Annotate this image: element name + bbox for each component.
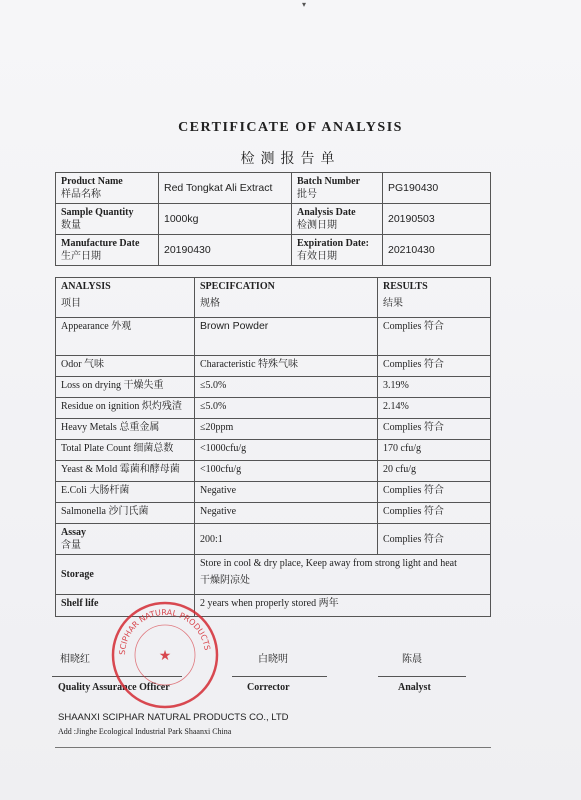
row-item: Heavy Metals 总重金属 — [56, 419, 195, 440]
storage-text-cn: 干燥阴凉处 — [200, 575, 250, 586]
table-row — [56, 461, 491, 482]
storage-label-cell — [56, 555, 195, 595]
certificate-title-cn: 检测报告单 — [240, 152, 341, 167]
table-row — [56, 356, 491, 377]
row-spec: Characteristic 特殊气味 — [195, 356, 378, 377]
row-item: Appearance 外观 — [56, 318, 195, 356]
corrector-label: Corrector — [247, 682, 290, 693]
row-result: 20 cfu/g — [378, 461, 491, 482]
product-name-label-cn: 样品名称 — [61, 189, 101, 200]
row-spec: Negative — [195, 503, 378, 524]
qa-label: Quality Assurance Officer — [58, 682, 170, 693]
row-spec: ≤5.0% — [195, 398, 378, 419]
row-spec: Brown Powder — [195, 318, 378, 356]
table-row — [56, 398, 491, 419]
row-spec: <100cfu/g — [195, 461, 378, 482]
assay-row — [56, 524, 491, 555]
product-name-label: Product Name — [61, 176, 123, 187]
expiration-value: 20210430 — [383, 235, 491, 266]
row-spec: <1000cfu/g — [195, 440, 378, 461]
quantity-label: Sample Quantity — [61, 207, 134, 218]
expiration-label: Expiration Date: — [297, 238, 369, 249]
product-name-value: Red Tongkat Ali Extract — [159, 173, 292, 204]
table-row — [56, 419, 491, 440]
manufacture-label-cn: 生产日期 — [61, 251, 101, 262]
table-row — [56, 377, 491, 398]
manufacture-label-cell — [56, 235, 159, 266]
quantity-label-cell — [56, 204, 159, 235]
analysis-header-cn: 项目 — [61, 298, 81, 309]
row-item: E.Coli 大肠杆菌 — [56, 482, 195, 503]
company-name: SHAANXI SCIPHAR NATURAL PRODUCTS CO., LTD — [58, 712, 289, 723]
row-item: Loss on drying 干燥失重 — [56, 377, 195, 398]
analysis-date-label-cn: 检测日期 — [297, 220, 337, 231]
assay-result: Complies 符合 — [378, 524, 491, 555]
shelf-text: 2 years when properly stored 两年 — [195, 595, 491, 617]
table-row — [56, 440, 491, 461]
row-result: Complies 符合 — [378, 482, 491, 503]
batch-value: PG190430 — [383, 173, 491, 204]
footer-divider — [55, 747, 491, 748]
storage-label: Storage — [61, 569, 94, 580]
corrector-signature: 白晓明 — [258, 654, 288, 665]
analyst-label: Analyst — [398, 682, 431, 693]
analysis-date-value: 20190503 — [383, 204, 491, 235]
manufacture-value: 20190430 — [159, 235, 292, 266]
storage-row — [56, 555, 491, 595]
analysis-header: ANALYSIS — [61, 281, 111, 292]
assay-spec: 200:1 — [195, 524, 378, 555]
table-row — [56, 482, 491, 503]
stamp-text: SCIPHAR NATURAL PRODUCTS — [117, 607, 212, 656]
product-name-label-cell — [56, 173, 159, 204]
row-result: 170 cfu/g — [378, 440, 491, 461]
spec-header-cell — [195, 278, 378, 318]
row-result: 2.14% — [378, 398, 491, 419]
company-stamp — [110, 600, 220, 710]
certificate-title: CERTIFICATE OF ANALYSIS — [178, 120, 403, 135]
analyst-signature-line — [378, 676, 466, 677]
expiration-label-cn: 有效日期 — [297, 251, 337, 262]
storage-text-cell — [195, 555, 491, 595]
spec-header-cn: 规格 — [200, 298, 220, 309]
product-info-table — [55, 172, 491, 266]
shelf-label: Shelf life — [61, 598, 99, 609]
row-result: Complies 符合 — [378, 419, 491, 440]
batch-label-cell — [292, 173, 383, 204]
analysis-date-label-cell — [292, 204, 383, 235]
batch-label: Batch Number — [297, 176, 361, 187]
quantity-value: 1000kg — [159, 204, 292, 235]
row-result: Complies 符合 — [378, 356, 491, 377]
row-spec: ≤20ppm — [195, 419, 378, 440]
row-result: Complies 符合 — [378, 318, 491, 356]
row-item: Total Plate Count 细菌总数 — [56, 440, 195, 461]
results-header-cn: 结果 — [383, 298, 403, 309]
results-header-cell — [378, 278, 491, 318]
table-row — [56, 318, 491, 356]
stamp-star: ★ — [158, 649, 172, 664]
assay-label-cn: 含量 — [61, 540, 81, 551]
row-item: Salmonella 沙门氏菌 — [56, 503, 195, 524]
row-result: Complies 符合 — [378, 503, 491, 524]
quantity-label-cn: 数量 — [61, 220, 81, 231]
row-spec: Negative — [195, 482, 378, 503]
corrector-signature-line — [232, 676, 327, 677]
scan-mark: ▾ — [302, 0, 307, 9]
row-spec: ≤5.0% — [195, 377, 378, 398]
table-row — [56, 503, 491, 524]
assay-label: Assay — [61, 527, 87, 538]
analysis-header-cell — [56, 278, 195, 318]
row-result: 3.19% — [378, 377, 491, 398]
analysis-date-label: Analysis Date — [297, 207, 356, 218]
analyst-signature: 陈晨 — [402, 654, 422, 665]
storage-text: Store in cool & dry place, Keep away from strong light and heat — [200, 558, 457, 569]
qa-signature: 相晓红 — [60, 654, 90, 665]
analysis-table — [55, 277, 491, 617]
results-header: RESULTS — [383, 281, 428, 292]
assay-label-cell — [56, 524, 195, 555]
company-address: Add :Jinghe Ecological Industrial Park Shaanxi China — [58, 727, 232, 736]
row-item: Yeast & Mold 霉菌和酵母菌 — [56, 461, 195, 482]
row-item: Odor 气味 — [56, 356, 195, 377]
spec-header: SPECIFCATION — [200, 281, 275, 292]
manufacture-label: Manufacture Date — [61, 238, 140, 249]
expiration-label-cell — [292, 235, 383, 266]
batch-label-cn: 批号 — [297, 189, 317, 200]
row-item: Residue on ignition 炽灼残渣 — [56, 398, 195, 419]
